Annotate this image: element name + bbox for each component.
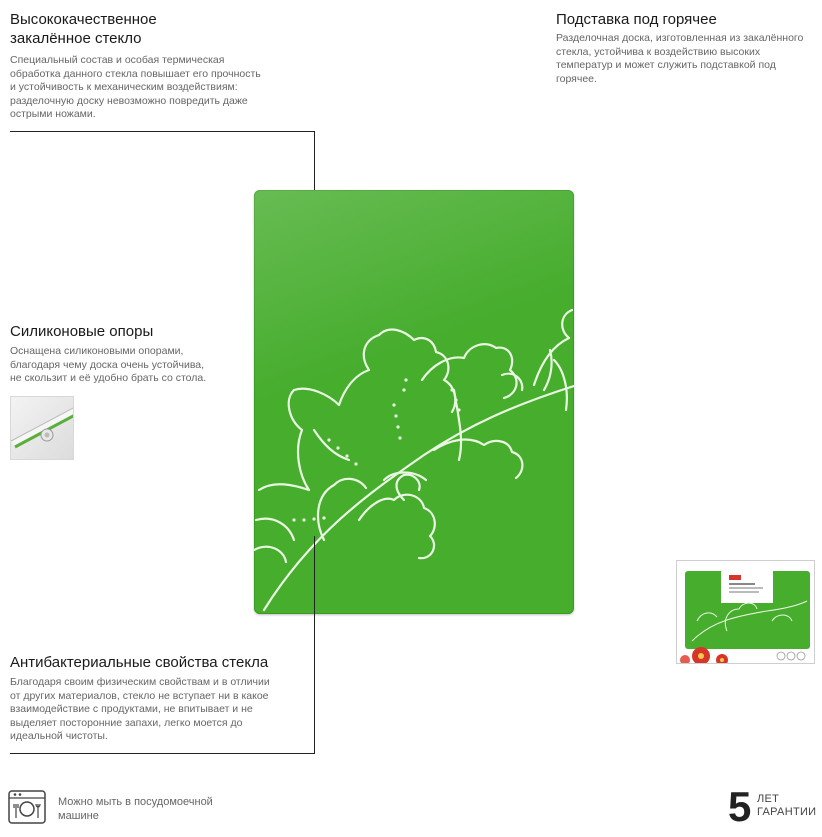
warranty-label [757, 793, 816, 819]
heat-title: Подставка под горячее [556, 11, 717, 28]
package-photo [676, 560, 815, 664]
glass-text-line: разделочную доску невозможно повредить даже [10, 94, 248, 107]
antibacterial-title: Антибактериальные свойства стекла [10, 654, 269, 671]
heat-text [556, 32, 818, 86]
warranty-number: 5 [728, 783, 752, 830]
antibacterial-text-line: Благодаря своим физическим свойствам и в отличии [10, 676, 270, 688]
glass-text-line: и устойчивость к механическим воздействиям: [10, 81, 238, 93]
dishwasher-text [58, 796, 213, 823]
antibacterial-text-line: взаимодействие с продуктами, не впитывает и не [10, 703, 253, 715]
glass-text-line: обработка данного стекла повышает его прочность [10, 67, 261, 80]
glass-title [10, 10, 157, 48]
antibacterial-text-line: от других материалов, стекло не вступает ни в какое [10, 689, 269, 702]
silicone-foot-illustration [11, 397, 74, 460]
heat-text-line: стекла, устойчива к воздействию высоких [556, 45, 761, 58]
heat-text-line: температур и может служить подставкой под [556, 59, 776, 71]
board-gloss [254, 190, 574, 614]
silicone-text [10, 345, 250, 386]
glass-title-line1: Высококачественное [10, 11, 157, 28]
package-illustration [677, 561, 815, 664]
silicone-title: Силиконовые опоры [10, 323, 154, 340]
warranty-label-line2: ГАРАНТИИ [757, 806, 817, 818]
cutting-board-image [254, 190, 574, 614]
silicone-text-line: Оснащена силиконовыми опорами, [10, 345, 184, 357]
heat-text-line: Разделочная доска, изготовленная из закалённого [556, 32, 804, 44]
dishwasher-text-line2: машине [58, 809, 99, 822]
dishwasher-icon [8, 790, 46, 824]
dishwasher-text-line1: Можно мыть в посудомоечной [58, 796, 213, 808]
antibacterial-text-line: идеальной чистоты. [10, 730, 108, 742]
glass-text-line: острыми ножами. [10, 108, 96, 120]
silicone-text-line: не скользит и её удобно брать со стола. [10, 372, 207, 384]
antibacterial-text-line: выделяет посторонние запахи, легко моется до [10, 716, 243, 729]
glass-text [10, 54, 310, 122]
glass-title-line2: закалённое стекло [10, 30, 142, 47]
antibacterial-text [10, 676, 310, 744]
antibacterial-callout-line-v [314, 536, 315, 754]
glass-callout-line-h [10, 131, 315, 132]
antibacterial-callout-line-h [10, 753, 315, 754]
glass-text-line: Специальный состав и особая термическая [10, 54, 225, 66]
silicone-text-line: благодаря чему доска очень устойчива, [10, 358, 205, 371]
warranty-label-line1: ЛЕТ [757, 793, 780, 805]
silicone-foot-photo [10, 396, 74, 460]
heat-text-line: горячее. [556, 72, 597, 85]
